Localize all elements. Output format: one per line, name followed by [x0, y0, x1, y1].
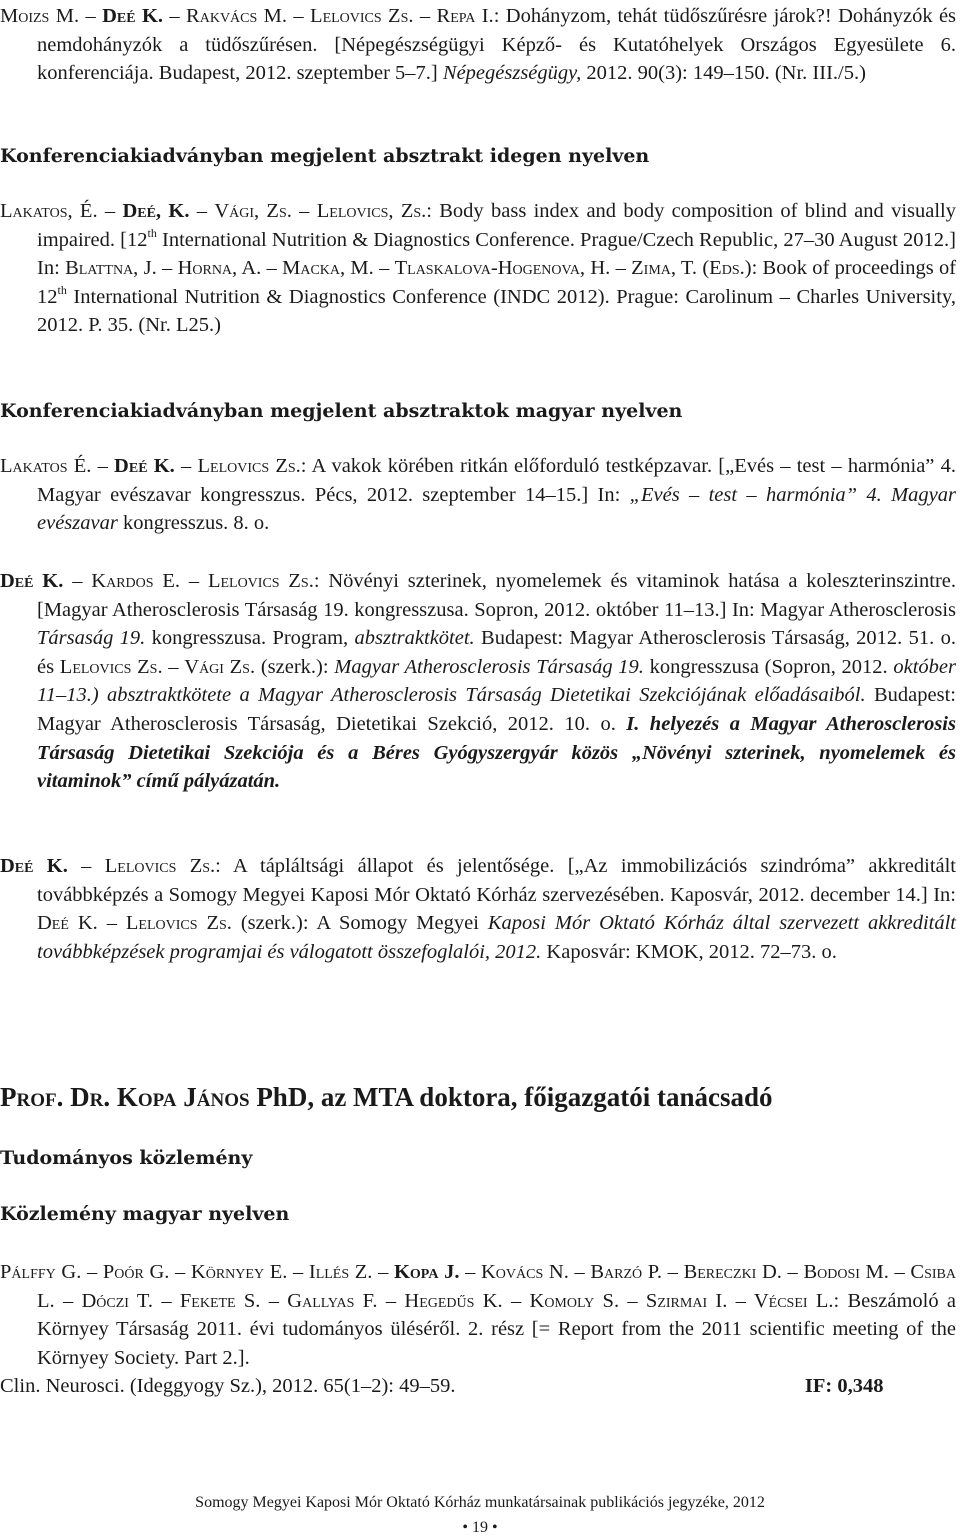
author-highlight: Deé, K.: [122, 200, 190, 222]
author: Lelovics, Zs.: [316, 200, 427, 222]
author-highlight: Deé K.: [114, 455, 175, 477]
person-name: Prof. Dr. Kopa János: [0, 1082, 250, 1112]
author: Kardos E.: [91, 570, 181, 592]
citation-moizs: [0, 2, 956, 88]
citation-text: Budapest: Magyar Atherosclerosis Társaság, 2012. 51. o. és: [37, 627, 956, 678]
citation-palffy: [0, 1258, 956, 1401]
citation-text: : A tápláltsági állapot és jelentősége. [„Az immobilizációs szindróma” akkreditált továbbképzés a Somogy Megyei Kaposi Mór Oktató Kórház szervezésében. Kaposvár, 2012. december 14.] In:: [37, 855, 956, 906]
author-list: – Kovács N. – Barzó P. – Bereczki D. – Bodosi M. – Csiba L. – Dóczi T. – Fekete S. – Gallyas F. – Hegedűs K. – Komoly S. – Szirmai I. – Vécsei L.: [37, 1261, 956, 1312]
editor: Tlaskalova-Hogenova, H.: [394, 257, 611, 280]
citation-text: kongresszusa (Sopron, 2012.: [643, 655, 894, 678]
editor: Horna, A.: [177, 257, 262, 280]
author: Lakatos É.: [0, 455, 92, 477]
author-highlight: Deé K.: [0, 570, 64, 592]
person-titles: PhD, az MTA doktora, főigazgatói tanácsadó: [249, 1082, 773, 1112]
author: Repa I.: [436, 5, 494, 27]
editor: Vági Zs.: [184, 655, 256, 678]
editor: Blattna, J.: [65, 257, 157, 280]
author: Lelovics Zs.: [104, 855, 216, 877]
citation-text: : Beszámoló a Környey Társaság 2011. évi tudományos üléséről. 2. rész [= Report from the 2011 scientific meeting of the Környey Society. Part 2.].: [37, 1289, 956, 1369]
citation-text: : Dohányzom, tehát tüdőszűrésre járok?! Dohányzók és nemdohányzók a tüdőszűrésen. [Népegészségügyi Képző- és Kutatóhelyek Országos Egyesülete 6. konferenciája. Budapest, 2012. szeptember 5–7.]: [37, 5, 957, 85]
citation-dee-taplaltsagi: Deé K. – Lelovics Zs.: A tápláltsági állapot és jelentősége. [„Az immobilizációs szindróma” akkreditált továbbképzés a Somogy Megyei Kaposi Mór Oktató Kórház szervezésében. Kaposvár, 2012. december 14.] In: Deé K. – Lelovics Zs. (szerk.): A Somogy Megyei Kaposi Mór Oktató Kórház által szervezett akkreditált továbbképzések programjai és válogatott összefoglalói, 2012. Kaposvár: KMOK, 2012. 72–73. o.: [0, 855, 956, 963]
author: Moizs M.: [0, 5, 80, 27]
author-highlight: Kopa J.: [393, 1261, 460, 1283]
citation-lakatos-testkepzavar: Lakatos É. – Deé K. – Lelovics Zs.: A vakok körében ritkán előforduló testképzavar. [„Evés – test – harmónia” 4. Magyar evészavar kongresszus. Pécs, 2012. szeptember 14–15.] In: „Evés – test – harmónia” 4. Magyar evészavar kongresszus. 8. o.: [0, 455, 956, 535]
author: Rakvács M.: [186, 5, 288, 27]
superscript: th: [57, 282, 67, 297]
separator: –: [163, 5, 187, 27]
impact-factor: IF: 0,348: [804, 1375, 884, 1398]
journal-line: [0, 1372, 956, 1401]
citation-text: International Nutrition & Diagnostics Conference. Prague/Czech Republic, 27–30 August 2012.] In:: [37, 228, 956, 280]
author: Lelovics Zs.: [310, 5, 414, 27]
citation-tail: 2012. 90(3): 149–150. (Nr. III./5.): [581, 62, 866, 85]
citation-lakatos-body-mass: Lakatos, É. – Deé, K. – Vági, Zs. – Lelovics, Zs.: Body bass index and body composition of blind and visually impaired. [12th International Nutrition & Diagnostics Conference. Prague/Czech Republic, 27–30 August 2012.] In: Blattna, J. – Horna, A. – Macka, M. – Tlaskalova-Hogenova, H. – Zima, T. (Eds.): Book of proceedings of 12th International Nutrition & Diagnostics Conference (INDC 2012). Prague: Carolinum – Charles University, 2012. P. 35. (Nr. L25.): [0, 200, 957, 337]
italic-title: „Evés – test – harmónia” 4. Magyar evészavar: [37, 483, 956, 535]
author: Lakatos, É.: [0, 200, 98, 222]
author: Lelovics Zs.: [197, 455, 301, 477]
citation-text: : Book of proceedings of 12: [37, 257, 957, 308]
eds-label: (Eds.): [702, 257, 752, 280]
editor: Macka, M.: [282, 257, 374, 280]
italic-text: Magyar Atherosclerosis Társaság 19.: [334, 655, 644, 678]
citation-text: : Body bass index and body composition of blind and visually impaired. [12: [37, 200, 956, 251]
journal-name: Népegészségügy,: [442, 62, 582, 85]
award-text: I. helyezés a Magyar Atherosclerosis Társaság Dietetikai Szekciója és a Béres Gyógyszergyár közös „Növényi szterinek, nyomelemek és vitaminok” című pályázatán.: [37, 712, 956, 793]
section-heading-foreign-abstract: Konferenciakiadványban megjelent absztrakt idegen nyelven: [0, 145, 650, 167]
italic-text: Kaposi Mór Oktató Kórház által szervezett akkreditált továbbképzések programjai és válogatott összefoglalói, 2012.: [37, 912, 956, 963]
citation-text: (szerk.):: [255, 655, 335, 678]
editor: Lelovics Zs.: [125, 912, 232, 935]
editor: Deé K.: [37, 912, 98, 935]
italic-text: Társaság 19.: [37, 627, 146, 650]
person-heading: [0, 1081, 773, 1113]
citation-text: : Növényi szterinek, nyomelemek és vitaminok hatása a koleszterinszintre. [Magyar Atherosclerosis Társaság 19. kongresszusa. Sopron, 2012. október 11–13.] In: Magyar Atherosclerosis: [37, 570, 956, 621]
page-number: • 19 •: [462, 1519, 498, 1536]
journal-ref: Clin. Neurosci. (Ideggyogy Sz.), 2012. 65(1–2): 49–59.: [0, 1375, 456, 1398]
italic-text: absztraktkötet.: [354, 627, 475, 650]
section-heading-hungarian-abstracts: Konferenciakiadványban megjelent absztraktok magyar nyelven: [0, 400, 683, 422]
citation-tail: Kaposvár: KMOK, 2012. 72–73. o.: [541, 940, 837, 963]
author-list: Pálffy G. – Poór G. – Környey E. – Illés Z. –: [0, 1261, 394, 1283]
author-highlight: Deé K.: [0, 855, 68, 877]
citation-dee-noveny-szterinek: Deé K. – Kardos E. – Lelovics Zs.: Növényi szterinek, nyomelemek és vitaminok hatása a koleszterinszintre. [Magyar Atherosclerosis Társaság 19. kongresszusa. Sopron, 2012. október 11–13.] In: Magyar Atherosclerosis Társaság 19. kongresszusa. Program, absztraktkötet. Budapest: Magyar Atherosclerosis Társaság, 2012. 51. o. és Lelovics Zs. – Vági Zs. (szerk.): Magyar Atherosclerosis Társaság 19. kongresszusa (Sopron, 2012. október 11–13.) absztraktkötete a Magyar Atherosclerosis Társaság Dietetikai Szekciójának előadásaiból. Budapest: Magyar Atherosclerosis Társaság, Dietetikai Szekció, 2012. 10. o. I. helyezés a Magyar Atherosclerosis Társaság Dietetikai Szekciója és a Béres Gyógyszergyár közös „Növényi szterinek, nyomelemek és vitaminok” című pályázatán.: [0, 570, 957, 793]
author: Lelovics Zs.: [207, 570, 314, 592]
separator: –: [79, 5, 103, 27]
subheading-tudomanyos: Tudományos közlemény: [0, 1147, 253, 1169]
editor: Zima, T.: [631, 257, 698, 280]
page-number-value: 19: [472, 1519, 488, 1536]
citation-text: kongresszusa. Program,: [145, 627, 355, 650]
citation-tail: kongresszus. 8. o.: [117, 512, 270, 535]
author: Vági, Zs.: [214, 200, 292, 222]
page-footer: Somogy Megyei Kaposi Mór Oktató Kórház munkatársainak publikációs jegyzéke, 2012: [195, 1494, 765, 1511]
citation-text: Budapest: Magyar Atherosclerosis Társaság, Dietetikai Szekció, 2012. 10. o.: [37, 684, 956, 735]
separator: –: [413, 5, 437, 27]
citation-text: (szerk.): A Somogy Megyei: [231, 912, 488, 935]
subheading-magyar: Közlemény magyar nyelven: [0, 1203, 290, 1225]
citation-text: International Nutrition & Diagnostics Conference (INDC 2012). Prague: Carolinum – Charles University, 2012. P. 35. (Nr. L25.): [37, 285, 956, 337]
separator: –: [287, 5, 311, 27]
italic-text: október 11–13.) absztraktkötete a Magyar Atherosclerosis Társaság Dietetikai Szekciójának előadásaiból.: [37, 655, 957, 707]
editor: Lelovics Zs.: [59, 655, 163, 678]
superscript: th: [147, 225, 157, 240]
author-highlight: Deé K.: [102, 5, 164, 27]
citation-text: : A vakok körében ritkán előforduló testképzavar. [„Evés – test – harmónia” 4. Magyar evészavar kongresszus. Pécs, 2012. szeptember 14–15.] In:: [37, 455, 956, 506]
